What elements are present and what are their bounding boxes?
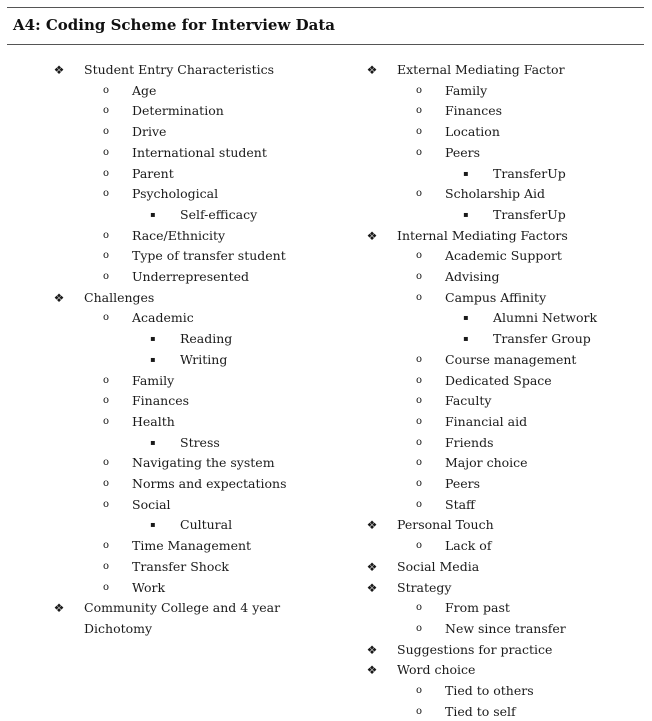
left-list-item-level-1: Student Entry Characteristics bbox=[84, 62, 275, 77]
diamond-bullet-icon: ❖ bbox=[366, 580, 378, 595]
left-list-item-level-3: Reading bbox=[180, 331, 233, 347]
right-list-item-level-2: New since transfer bbox=[445, 620, 566, 636]
left-list-item-level-2: Determination bbox=[132, 103, 224, 119]
circle-bullet-icon: o bbox=[102, 560, 110, 572]
circle-bullet-icon: o bbox=[415, 188, 423, 200]
circle-bullet-icon: o bbox=[415, 540, 423, 552]
left-list-item-level-2: Norms and expectations bbox=[132, 476, 287, 491]
right-list-item-level-2: Financial aid bbox=[445, 413, 528, 429]
circle-bullet-icon: o bbox=[102, 126, 110, 138]
right-list-item-level-1: Word choice bbox=[397, 662, 476, 678]
circle-bullet-icon: o bbox=[102, 146, 110, 158]
right-list-item-level-1: External Mediating Factor bbox=[397, 62, 565, 77]
square-bullet-icon: ▪ bbox=[150, 209, 156, 219]
circle-bullet-icon: o bbox=[102, 167, 110, 179]
circle-bullet-icon: o bbox=[415, 478, 423, 489]
right-list-item-level-1: Personal Touch bbox=[397, 517, 494, 533]
left-list-item-level-2: Drive bbox=[132, 124, 167, 140]
diamond-bullet-icon: ❖ bbox=[53, 63, 65, 77]
top-rule bbox=[7, 7, 644, 8]
right-list-item-level-2: From past bbox=[445, 600, 510, 616]
left-list-item-level-2: Age bbox=[132, 82, 157, 98]
circle-bullet-icon: o bbox=[415, 374, 423, 386]
right-list-item-level-2: Faculty bbox=[445, 393, 492, 409]
left-list-item-level-2: Psychological bbox=[132, 186, 219, 202]
right-list-item-level-2: Dedicated Space bbox=[445, 372, 552, 388]
right-list-item-level-1: Strategy bbox=[397, 579, 452, 595]
right-list-item-level-2: Location bbox=[445, 124, 500, 140]
left-list-item-level-1: Challenges bbox=[84, 289, 155, 305]
circle-bullet-icon: o bbox=[102, 188, 110, 200]
left-list-item-level-2: Finances bbox=[132, 393, 190, 409]
left-list-item-level-3: Stress bbox=[180, 434, 220, 450]
circle-bullet-icon: o bbox=[415, 705, 423, 717]
circle-bullet-icon: o bbox=[415, 291, 423, 303]
diamond-bullet-icon: ❖ bbox=[366, 559, 378, 574]
right-list-item-level-2: Tied to others bbox=[445, 683, 534, 698]
circle-bullet-icon: o bbox=[102, 229, 110, 241]
circle-bullet-icon: o bbox=[102, 457, 110, 469]
right-list-item-level-1: Social Media bbox=[397, 558, 480, 574]
diamond-bullet-icon: ❖ bbox=[53, 290, 65, 305]
circle-bullet-icon: o bbox=[102, 312, 110, 324]
left-list-item-level-2: Transfer Shock bbox=[132, 558, 229, 574]
circle-bullet-icon: o bbox=[102, 105, 110, 117]
square-bullet-icon: ▪ bbox=[150, 520, 156, 530]
left-list-item-level-2: Health bbox=[132, 413, 175, 429]
diamond-bullet-icon: ❖ bbox=[366, 642, 378, 657]
circle-bullet-icon: o bbox=[102, 498, 110, 510]
right-list-item-level-2: Course management bbox=[445, 351, 577, 367]
square-bullet-icon: ▪ bbox=[150, 334, 156, 344]
circle-bullet-icon: o bbox=[102, 374, 110, 386]
right-list-item-level-2: Finances bbox=[445, 103, 503, 119]
diamond-bullet-icon: ❖ bbox=[366, 228, 378, 243]
circle-bullet-icon: o bbox=[415, 395, 423, 407]
diamond-bullet-icon: ❖ bbox=[53, 601, 65, 616]
left-list-item-level-3: Cultural bbox=[180, 517, 233, 533]
right-list-item-level-2: Scholarship Aid bbox=[445, 186, 546, 202]
page-title: A4: Coding Scheme for Interview Data bbox=[13, 16, 335, 34]
diamond-bullet-icon: ❖ bbox=[366, 63, 378, 77]
diamond-bullet-icon: ❖ bbox=[366, 663, 378, 678]
title-rule bbox=[7, 44, 644, 45]
circle-bullet-icon: o bbox=[415, 602, 423, 614]
left-list-item-level-2: Family bbox=[132, 372, 175, 388]
circle-bullet-icon: o bbox=[102, 478, 110, 489]
right-list-item-level-3: Alumni Network bbox=[493, 310, 598, 326]
left-list-item-level-2: Type of transfer student bbox=[132, 248, 286, 264]
right-list-item-level-3: TransferUp bbox=[493, 206, 566, 222]
right-list-item-level-3: Transfer Group bbox=[493, 331, 591, 347]
circle-bullet-icon: o bbox=[415, 622, 423, 634]
square-bullet-icon: ▪ bbox=[463, 168, 469, 178]
circle-bullet-icon: o bbox=[415, 685, 423, 696]
circle-bullet-icon: o bbox=[102, 540, 110, 552]
right-list-item-level-3: TransferUp bbox=[493, 165, 566, 181]
left-list-item-level-1: Community College and 4 year bbox=[84, 600, 281, 616]
circle-bullet-icon: o bbox=[415, 250, 423, 262]
left-list-item-level-2: Academic bbox=[132, 310, 194, 326]
right-list-item-level-2: Family bbox=[445, 82, 488, 98]
left-list-item-level-2: Navigating the system bbox=[132, 455, 275, 471]
left-list-item-level-3: Writing bbox=[180, 351, 228, 367]
right-list-item-level-2: Major choice bbox=[445, 455, 528, 471]
diamond-bullet-icon: ❖ bbox=[366, 518, 378, 533]
circle-bullet-icon: o bbox=[415, 353, 423, 365]
circle-bullet-icon: o bbox=[415, 126, 423, 138]
left-list-item-level-2: Race/Ethnicity bbox=[132, 227, 226, 243]
left-list-item-level-2: International student bbox=[132, 144, 267, 160]
right-list-item-level-2: Campus Affinity bbox=[445, 289, 547, 305]
right-list-item-level-2: Academic Support bbox=[445, 248, 562, 264]
right-list-item-level-2: Tied to self bbox=[445, 703, 516, 719]
square-bullet-icon: ▪ bbox=[463, 209, 469, 219]
square-bullet-icon: ▪ bbox=[463, 334, 469, 344]
right-list-item-level-1: Internal Mediating Factors bbox=[397, 227, 568, 243]
circle-bullet-icon: o bbox=[415, 105, 423, 117]
left-list-item-level-3: Self-efficacy bbox=[180, 206, 258, 222]
circle-bullet-icon: o bbox=[102, 250, 110, 262]
right-list-item-level-2: Friends bbox=[445, 434, 494, 450]
circle-bullet-icon: o bbox=[415, 271, 423, 282]
circle-bullet-icon: o bbox=[415, 84, 423, 96]
circle-bullet-icon: o bbox=[102, 84, 110, 96]
right-list-item-level-2: Lack of bbox=[445, 538, 492, 554]
right-list-item-level-2: Peers bbox=[445, 144, 481, 160]
circle-bullet-icon: o bbox=[415, 415, 423, 427]
left-list-item-level-2: Social bbox=[132, 496, 171, 512]
left-list-item-level-2: Underrepresented bbox=[132, 269, 249, 284]
circle-bullet-icon: o bbox=[102, 415, 110, 427]
left-list-item-level-2: Work bbox=[132, 579, 166, 595]
square-bullet-icon: ▪ bbox=[150, 354, 156, 364]
left-list-item-level-2: Time Management bbox=[132, 538, 252, 554]
square-bullet-icon: ▪ bbox=[463, 313, 469, 323]
left-list-item-level-2: Parent bbox=[132, 165, 174, 181]
right-list-item-level-1: Suggestions for practice bbox=[397, 641, 553, 657]
right-list-item-level-2: Staff bbox=[445, 496, 475, 512]
right-list-item-level-2: Peers bbox=[445, 476, 481, 491]
circle-bullet-icon: o bbox=[415, 498, 423, 510]
left-list-item-level-1: Dichotomy bbox=[84, 620, 153, 636]
circle-bullet-icon: o bbox=[102, 581, 110, 593]
circle-bullet-icon: o bbox=[102, 395, 110, 407]
circle-bullet-icon: o bbox=[415, 146, 423, 158]
circle-bullet-icon: o bbox=[415, 457, 423, 469]
circle-bullet-icon: o bbox=[415, 436, 423, 448]
square-bullet-icon: ▪ bbox=[150, 437, 156, 447]
circle-bullet-icon: o bbox=[102, 271, 110, 282]
right-list-item-level-2: Advising bbox=[445, 269, 500, 284]
